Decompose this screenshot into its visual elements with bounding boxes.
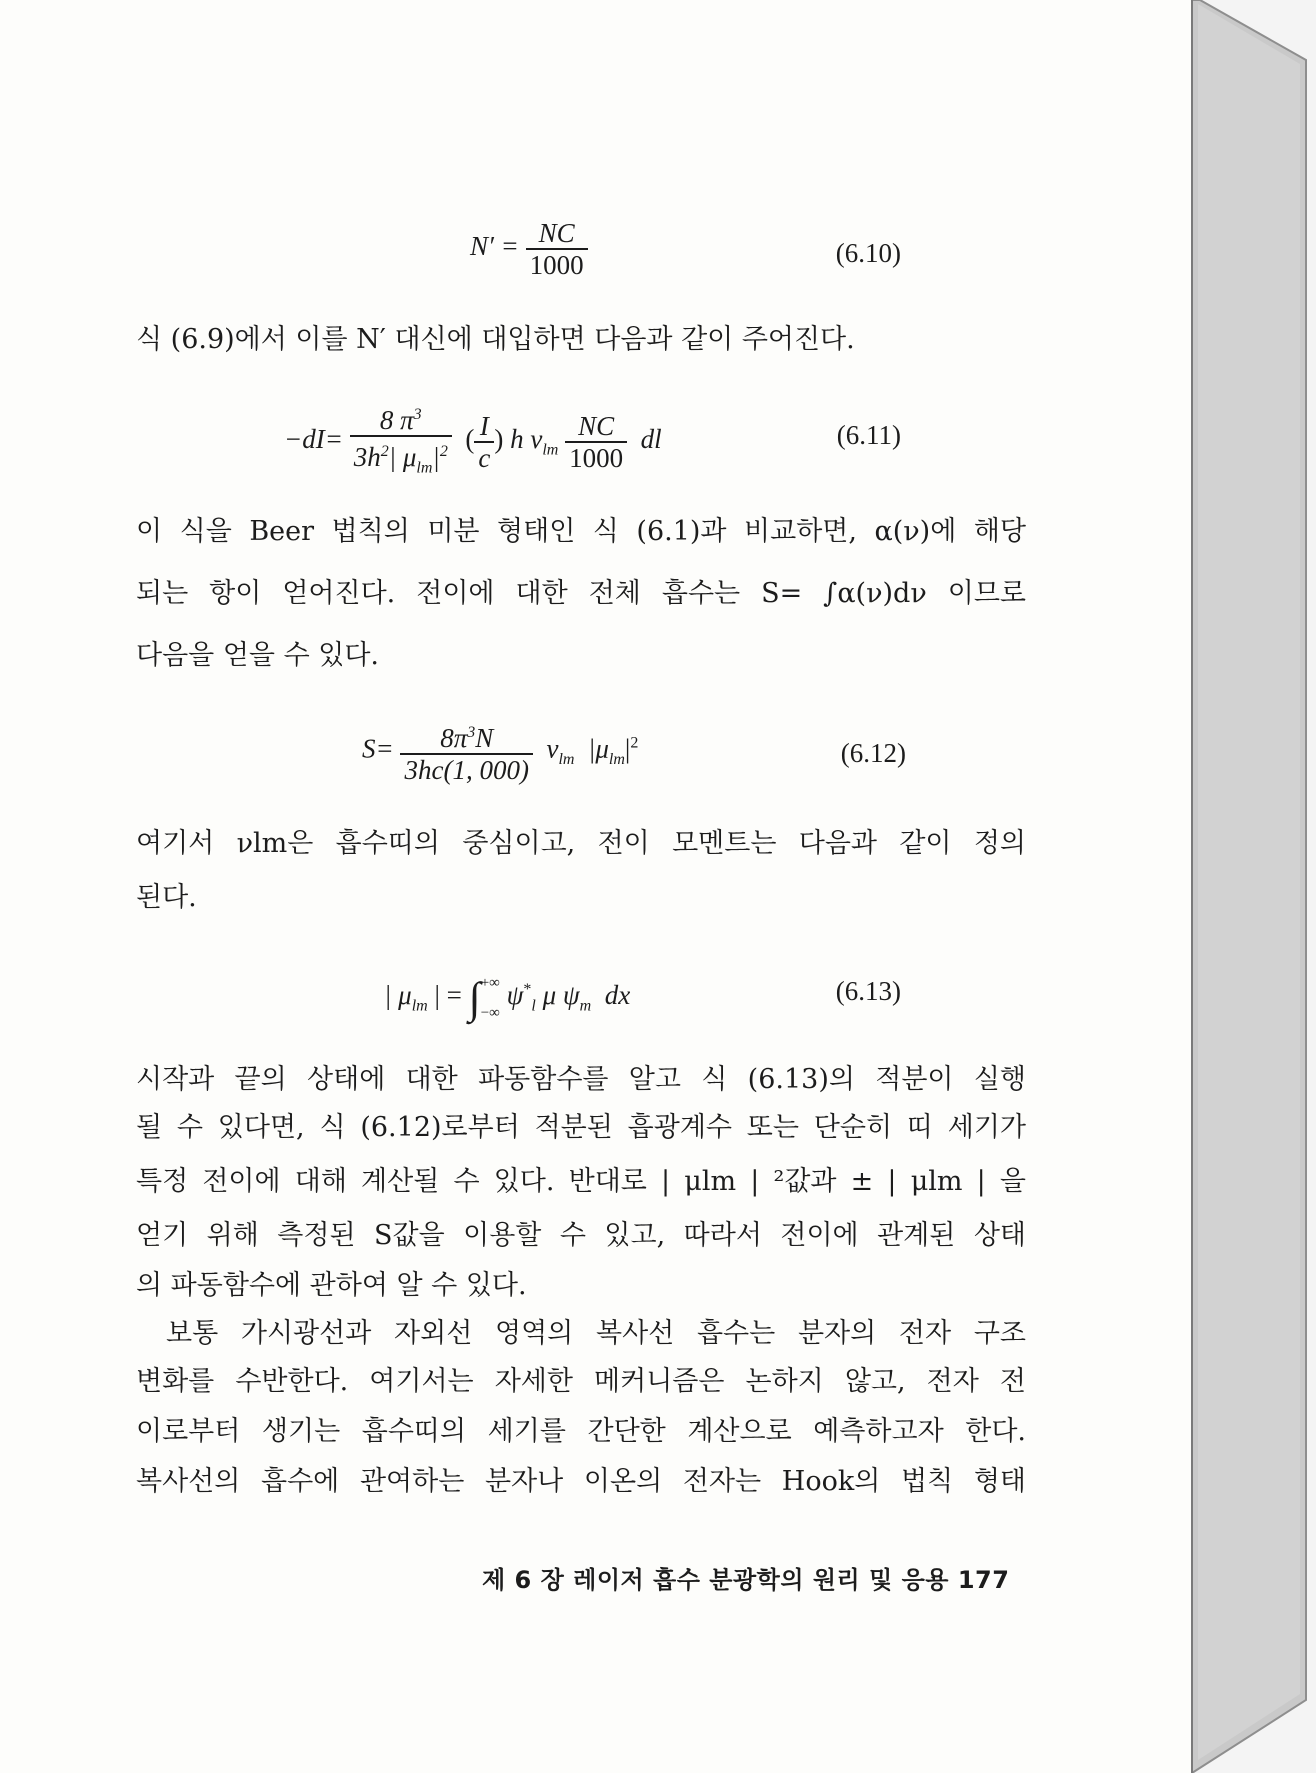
paragraph-line: 얻기 위해 측정된 S값을 이용할 수 있고, 따라서 전이에 관계된 상태 — [136, 1220, 1026, 1251]
paragraph-line: 식 (6.9)에서 이를 N′ 대신에 대입하면 다음과 같이 주어진다. — [136, 324, 855, 355]
equation-number: (6.12) — [840, 738, 906, 768]
equation-number: (6.11) — [836, 420, 901, 450]
paragraph-line: 변화를 수반한다. 여기서는 자세한 메커니즘은 논하지 않고, 전자 전 — [136, 1366, 1026, 1397]
page-footer: 제 6 장 레이저 흡수 분광학의 원리 및 응용 177 — [482, 1566, 1010, 1594]
book-edge-highlight — [1198, 4, 1300, 1760]
equation-6-11: −dI= $\frac{8 \pi^3}{3h^2| \mu_{lm}|^2}$ ( $\frac{I}{c}$ ) h $\nu_{lm}$ $\frac{NC}{1000}$ dl — [284, 400, 662, 483]
paragraph-line: 되는 항이 얻어진다. 전이에 대한 전체 흡수는 S= ∫α(ν)dν 이므로 — [136, 578, 1026, 609]
paragraph-line: 된다. — [136, 882, 197, 913]
paragraph-line: 보통 가시광선과 자외선 영역의 복사선 흡수는 분자의 전자 구조 — [166, 1318, 1026, 1349]
paragraph-line: 복사선의 흡수에 관여하는 분자나 이온의 전자는 Hook의 법칙 형태 — [136, 1466, 1026, 1497]
equation-6-13: | $\mu_{lm}$ | = ∫+∞ −∞ $\psi^*_l$ μ $\psi_m$ dx — [384, 973, 631, 1023]
paragraph-line: 이 식을 Beer 법칙의 미분 형태인 식 (6.1)과 비교하면, α(ν)에 해당 — [136, 516, 1026, 547]
paragraph-line: 될 수 있다면, 식 (6.12)로부터 적분된 흡광계수 또는 단순히 띠 세기가 — [136, 1112, 1026, 1143]
paragraph-line: 여기서 νlm은 흡수띠의 중심이고, 전이 모멘트는 다음과 같이 정의 — [136, 828, 1026, 859]
equation-number: (6.13) — [835, 976, 901, 1006]
equation-6-10: N′ = $\frac{NC}{1000}$ — [470, 218, 588, 280]
paragraph-line: 다음을 얻을 수 있다. — [136, 640, 379, 671]
paragraph-line: 의 파동함수에 관하여 알 수 있다. — [136, 1270, 527, 1301]
paragraph-line: 이로부터 생기는 흡수띠의 세기를 간단한 계산으로 예측하고자 한다. — [136, 1416, 1026, 1447]
paragraph-line: 특정 전이에 대해 계산될 수 있다. 반대로 | μlm | ²값과 ± | μlm | 을 — [136, 1166, 1026, 1197]
paragraph-line: 시작과 끝의 상태에 대한 파동함수를 알고 식 (6.13)의 적분이 실행 — [136, 1064, 1026, 1095]
equation-6-12: S= $\frac{8\pi^3N}{3hc(1, 000)}$ $\nu_{lm}$ $|\mu_{lm}|^2$ — [362, 718, 638, 785]
equation-number: (6.10) — [835, 238, 901, 268]
